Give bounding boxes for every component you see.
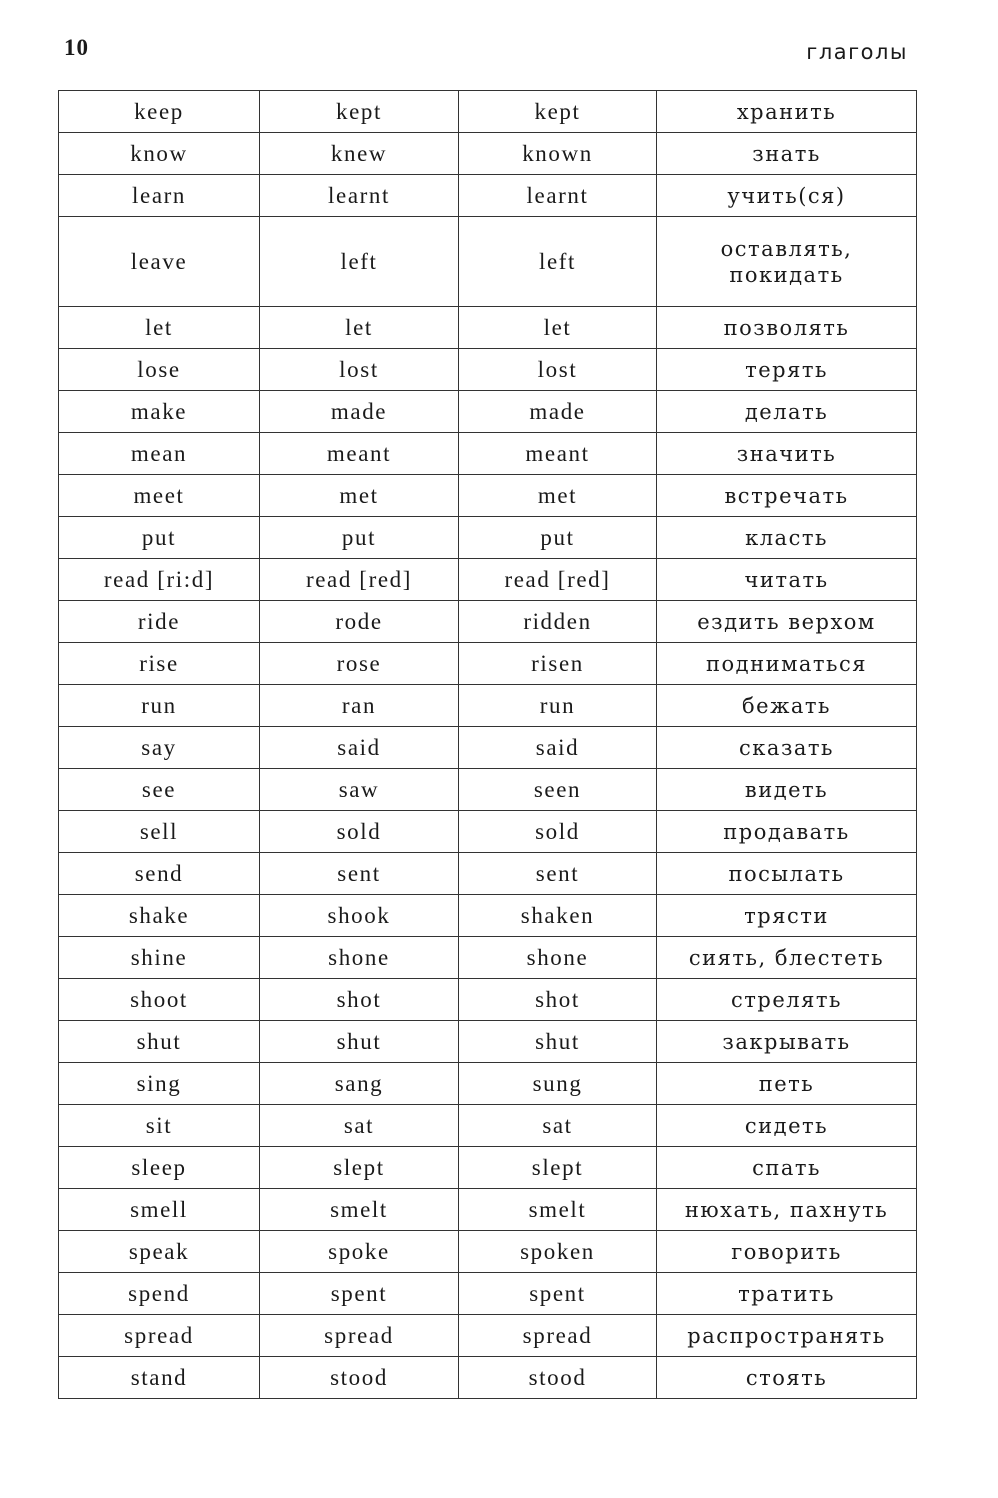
base-form-cell: sell (59, 811, 260, 853)
past-simple-cell: lost (260, 349, 459, 391)
base-form-cell: smell (59, 1189, 260, 1231)
table-row (59, 1357, 917, 1399)
base-form-cell: lose (59, 349, 260, 391)
past-participle-cell: sung (459, 1063, 657, 1105)
table-row (59, 391, 917, 433)
base-form-cell: make (59, 391, 260, 433)
translation-cell (657, 217, 917, 307)
base-form-cell: sing (59, 1063, 260, 1105)
section-title: глаголы (806, 40, 908, 64)
table-row (59, 1105, 917, 1147)
past-simple-cell: sang (260, 1063, 459, 1105)
translation-cell: сиять, блестеть (657, 937, 917, 979)
translation-cell: читать (657, 559, 917, 601)
translation-cell: сидеть (657, 1105, 917, 1147)
past-simple-cell: shone (260, 937, 459, 979)
table-row (59, 643, 917, 685)
table-row (59, 1231, 917, 1273)
translation-cell: спать (657, 1147, 917, 1189)
table-row (59, 307, 917, 349)
translation-cell: закрывать (657, 1021, 917, 1063)
past-simple-cell: spread (260, 1315, 459, 1357)
base-form-cell: shoot (59, 979, 260, 1021)
base-form-cell: shake (59, 895, 260, 937)
past-simple-cell: spent (260, 1273, 459, 1315)
past-simple-cell: met (260, 475, 459, 517)
past-simple-cell: sold (260, 811, 459, 853)
table-row (59, 1063, 917, 1105)
base-form-cell: sleep (59, 1147, 260, 1189)
translation-line: оставлять, (720, 236, 853, 261)
base-form-cell: learn (59, 175, 260, 217)
past-simple-cell: kept (260, 91, 459, 133)
base-form-cell: leave (59, 217, 260, 307)
base-form-cell: put (59, 517, 260, 559)
table-row (59, 217, 917, 307)
past-simple-cell: sat (260, 1105, 459, 1147)
table-row (59, 1021, 917, 1063)
base-form-cell: read [ri:d] (59, 559, 260, 601)
past-simple-cell: made (260, 391, 459, 433)
base-form-cell: meet (59, 475, 260, 517)
base-form-cell: know (59, 133, 260, 175)
translation-cell: терять (657, 349, 917, 391)
base-form-cell: stand (59, 1357, 260, 1399)
past-simple-cell: said (260, 727, 459, 769)
table-row (59, 853, 917, 895)
past-simple-cell: shut (260, 1021, 459, 1063)
base-form-cell: sit (59, 1105, 260, 1147)
table-row (59, 559, 917, 601)
past-participle-cell: smelt (459, 1189, 657, 1231)
page-number: 10 (64, 35, 89, 60)
past-participle-cell: left (459, 217, 657, 307)
base-form-cell: see (59, 769, 260, 811)
past-participle-cell: spent (459, 1273, 657, 1315)
table-row (59, 133, 917, 175)
past-simple-cell: left (260, 217, 459, 307)
table-row (59, 769, 917, 811)
base-form-cell: send (59, 853, 260, 895)
past-participle-cell: shone (459, 937, 657, 979)
past-simple-cell: stood (260, 1357, 459, 1399)
translation-cell: класть (657, 517, 917, 559)
base-form-cell: spend (59, 1273, 260, 1315)
past-simple-cell: shot (260, 979, 459, 1021)
past-simple-cell: learnt (260, 175, 459, 217)
translation-cell: посылать (657, 853, 917, 895)
translation-cell: петь (657, 1063, 917, 1105)
past-participle-cell: said (459, 727, 657, 769)
base-form-cell: shut (59, 1021, 260, 1063)
table-row (59, 349, 917, 391)
past-simple-cell: ran (260, 685, 459, 727)
past-participle-cell: shut (459, 1021, 657, 1063)
past-participle-cell: put (459, 517, 657, 559)
translation-cell: хранить (657, 91, 917, 133)
translation-cell: тратить (657, 1273, 917, 1315)
past-participle-cell: ridden (459, 601, 657, 643)
past-simple-cell: meant (260, 433, 459, 475)
table-row (59, 1147, 917, 1189)
base-form-cell: shine (59, 937, 260, 979)
translation-cell: подниматься (657, 643, 917, 685)
translation-cell: делать (657, 391, 917, 433)
past-simple-cell: rose (260, 643, 459, 685)
translation-cell: трясти (657, 895, 917, 937)
table-row (59, 517, 917, 559)
past-participle-cell: read [red] (459, 559, 657, 601)
translation-line: покидать (729, 262, 844, 287)
past-simple-cell: sent (260, 853, 459, 895)
verbs-table-body (59, 91, 917, 1399)
past-participle-cell: seen (459, 769, 657, 811)
past-simple-cell: put (260, 517, 459, 559)
table-row (59, 895, 917, 937)
past-simple-cell: spoke (260, 1231, 459, 1273)
table-row (59, 475, 917, 517)
translation-cell: стоять (657, 1357, 917, 1399)
translation-cell: учить(ся) (657, 175, 917, 217)
past-simple-cell: let (260, 307, 459, 349)
past-participle-cell: let (459, 307, 657, 349)
table-row (59, 175, 917, 217)
base-form-cell: mean (59, 433, 260, 475)
irregular-verbs-table (58, 90, 917, 1399)
base-form-cell: run (59, 685, 260, 727)
past-participle-cell: meant (459, 433, 657, 475)
translation-cell: продавать (657, 811, 917, 853)
translation-cell: знать (657, 133, 917, 175)
past-participle-cell: spoken (459, 1231, 657, 1273)
translation-cell: сказать (657, 727, 917, 769)
past-participle-cell: stood (459, 1357, 657, 1399)
translation-cell: стрелять (657, 979, 917, 1021)
table-row (59, 727, 917, 769)
base-form-cell: speak (59, 1231, 260, 1273)
translation-cell: значить (657, 433, 917, 475)
past-participle-cell: kept (459, 91, 657, 133)
past-participle-cell: risen (459, 643, 657, 685)
base-form-cell: spread (59, 1315, 260, 1357)
past-participle-cell: made (459, 391, 657, 433)
table-row (59, 685, 917, 727)
table-row (59, 937, 917, 979)
table-row (59, 811, 917, 853)
base-form-cell: ride (59, 601, 260, 643)
translation-cell: видеть (657, 769, 917, 811)
translation-cell: распространять (657, 1315, 917, 1357)
past-participle-cell: spread (459, 1315, 657, 1357)
base-form-cell: say (59, 727, 260, 769)
table-row (59, 979, 917, 1021)
translation-cell: говорить (657, 1231, 917, 1273)
past-participle-cell: shot (459, 979, 657, 1021)
past-simple-cell: shook (260, 895, 459, 937)
past-participle-cell: met (459, 475, 657, 517)
past-participle-cell: known (459, 133, 657, 175)
past-simple-cell: rode (260, 601, 459, 643)
past-participle-cell: sold (459, 811, 657, 853)
translation-cell: бежать (657, 685, 917, 727)
translation-cell: позволять (657, 307, 917, 349)
table-row (59, 1315, 917, 1357)
past-participle-cell: sat (459, 1105, 657, 1147)
past-simple-cell: smelt (260, 1189, 459, 1231)
translation-cell: встречать (657, 475, 917, 517)
table-row (59, 433, 917, 475)
past-participle-cell: run (459, 685, 657, 727)
table-row (59, 601, 917, 643)
base-form-cell: let (59, 307, 260, 349)
base-form-cell: keep (59, 91, 260, 133)
table-row (59, 91, 917, 133)
base-form-cell: rise (59, 643, 260, 685)
past-participle-cell: lost (459, 349, 657, 391)
past-simple-cell: read [red] (260, 559, 459, 601)
past-participle-cell: shaken (459, 895, 657, 937)
past-simple-cell: slept (260, 1147, 459, 1189)
translation-cell: нюхать, пахнуть (657, 1189, 917, 1231)
past-participle-cell: slept (459, 1147, 657, 1189)
past-participle-cell: learnt (459, 175, 657, 217)
table-row (59, 1189, 917, 1231)
past-participle-cell: sent (459, 853, 657, 895)
past-simple-cell: knew (260, 133, 459, 175)
past-simple-cell: saw (260, 769, 459, 811)
table-row (59, 1273, 917, 1315)
translation-cell: ездить верхом (657, 601, 917, 643)
